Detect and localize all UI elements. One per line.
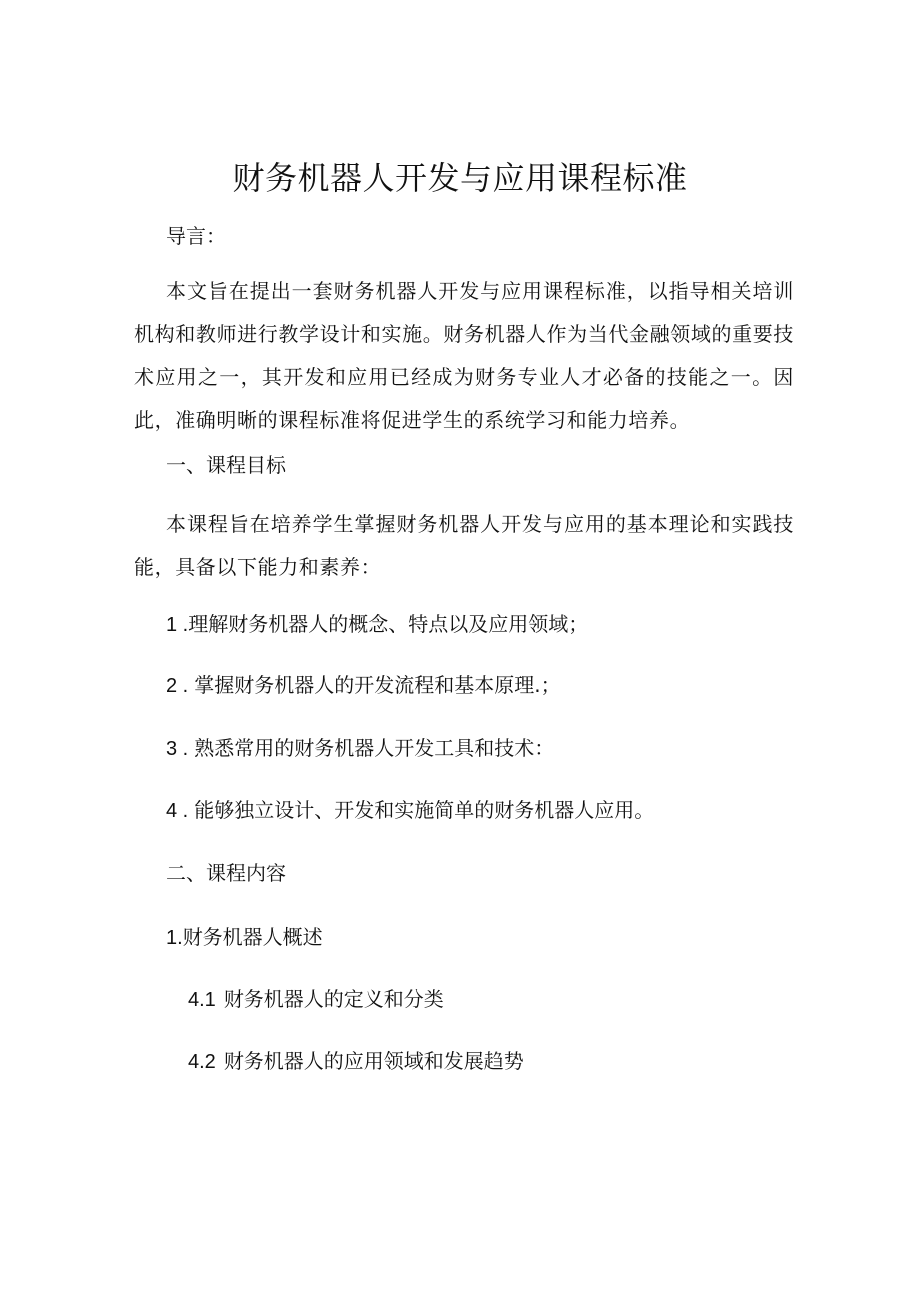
content-subitem-2-text: 财务机器人的应用领域和发展趋势 (223, 1049, 524, 1073)
objective-item-1-text: 理解财务机器人的概念、特点以及应用领域； (188, 612, 589, 636)
content-subitem-1 (188, 984, 444, 1015)
objective-item-2-text: 掌握财务机器人的开发流程和基本原理.； (194, 673, 561, 697)
intro-paragraph: 本文旨在提出一套财务机器人开发与应用课程标准，以指导相关培训机构和教师进行教学设计和实施。财务机器人作为当代金融领域的重要技术应用之一，其开发和应用已经成为财务专业人才必备的技能之一。因此，准确明晰的课程标准将促进学生的系统学习和能力培养。 (134, 279, 794, 432)
section2-heading: 二、课程内容 (166, 861, 286, 885)
objective-item-4-number: 4 . (166, 800, 189, 822)
objective-item-2-number: 2 . (166, 675, 189, 697)
document-title: 财务机器人开发与应用课程标准 (232, 159, 688, 197)
section1-paragraph: 本课程旨在培养学生掌握财务机器人开发与应用的基本理论和实践技能，具备以下能力和素养： (134, 512, 794, 579)
section1-heading: 一、课程目标 (166, 453, 286, 477)
objective-item-3-text: 熟悉常用的财务机器人开发工具和技术： (194, 736, 555, 760)
content-subheading-text: 财务机器人概述 (182, 925, 323, 949)
objective-item-4 (166, 795, 654, 826)
objective-item-4-text: 能够独立设计、开发和实施简单的财务机器人应用。 (194, 798, 655, 822)
content-subitem-2-number: 4.2 (188, 1051, 216, 1073)
objective-item-1 (166, 609, 588, 640)
intro-heading: 导言： (166, 224, 226, 248)
content-subheading (166, 922, 323, 953)
content-subitem-1-number: 4.1 (188, 989, 216, 1011)
objective-item-1-number: 1 . (166, 614, 189, 636)
content-subitem-2 (188, 1046, 524, 1077)
content-subheading-number: 1. (166, 927, 183, 949)
objective-item-2 (166, 670, 561, 701)
content-subitem-1-text: 财务机器人的定义和分类 (223, 987, 444, 1011)
objective-item-3-number: 3 . (166, 738, 189, 760)
objective-item-3 (166, 733, 554, 764)
